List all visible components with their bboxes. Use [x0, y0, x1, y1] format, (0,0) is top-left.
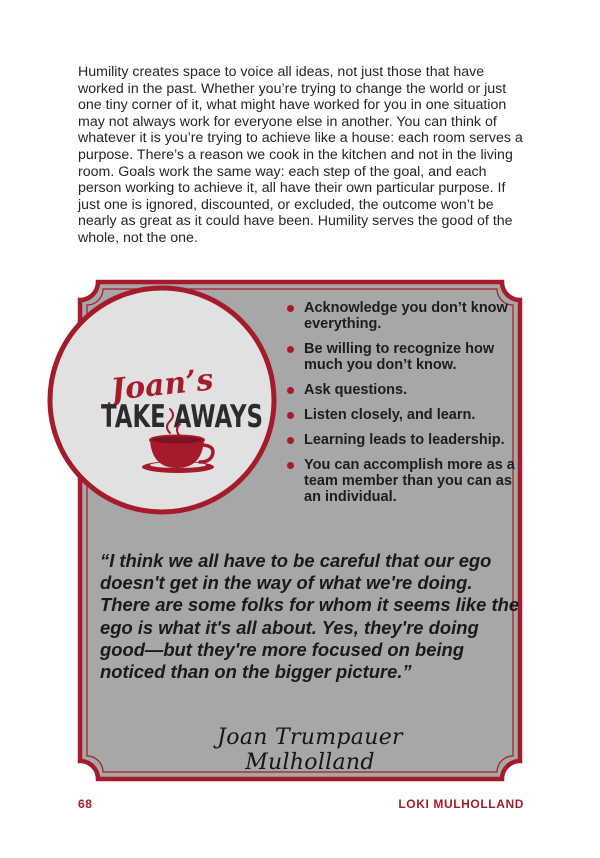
list-item [287, 457, 527, 505]
signature: Joan Trumpauer Mulholland [217, 725, 403, 775]
page-number: 68 [78, 797, 93, 811]
list-item [287, 382, 527, 398]
running-author: LOKI MULHOLLAND [398, 797, 524, 811]
list-item [287, 432, 527, 448]
list-item-text: Acknowledge you don’t know everything. [304, 300, 508, 332]
bullet-dot [287, 412, 294, 419]
list-item [287, 407, 527, 423]
pull-quote: “I think we all have to be careful that our ego doesn't get in the way of what we're doing. There are some folks for whom it seems like the ego is what it's all about. Yes, they're doing good—but they're more focused on being noticed than on the bigger picture.” [100, 550, 520, 683]
takeaways-list [287, 300, 527, 514]
list-item-text: Ask questions. [304, 382, 408, 398]
list-item-text: Listen closely, and learn. [304, 407, 476, 423]
list-item [287, 341, 527, 373]
bullet-dot [287, 305, 294, 312]
badge-script-text: Joan’s [109, 362, 216, 408]
body-paragraph: Humility creates space to voice all ideas, not just those that have worked in the past. Whether you’re trying to change the world or just one tiny corner of it, what might have worked for you in one situation may not always work for everyone else in another. You can think of whatever it is you’re trying to achieve like a house: each room serves a purpose. There’s a reason we cook in the kitchen and not in the living room. Goals work the same way: each step of the goal, and each person working to achieve it, all have their own particular purpose. If just one is ignored, discounted, or excluded, the outcome won’t be nearly as great as it could have been. Humility serves the good of the whole, not the one. [78, 64, 523, 246]
bullet-dot [287, 437, 294, 444]
badge-title: TAKE AWAYS [101, 399, 263, 435]
list-item [287, 300, 527, 332]
bullet-dot [287, 387, 294, 394]
list-item-text: You can accomplish more as a team member than you can as an individual. [304, 457, 515, 505]
bullet-dot [287, 346, 294, 353]
bullet-dot [287, 462, 294, 469]
list-item-text: Be willing to recognize how much you don’t know. [304, 341, 495, 373]
list-item-text: Learning leads to leadership. [304, 432, 505, 448]
